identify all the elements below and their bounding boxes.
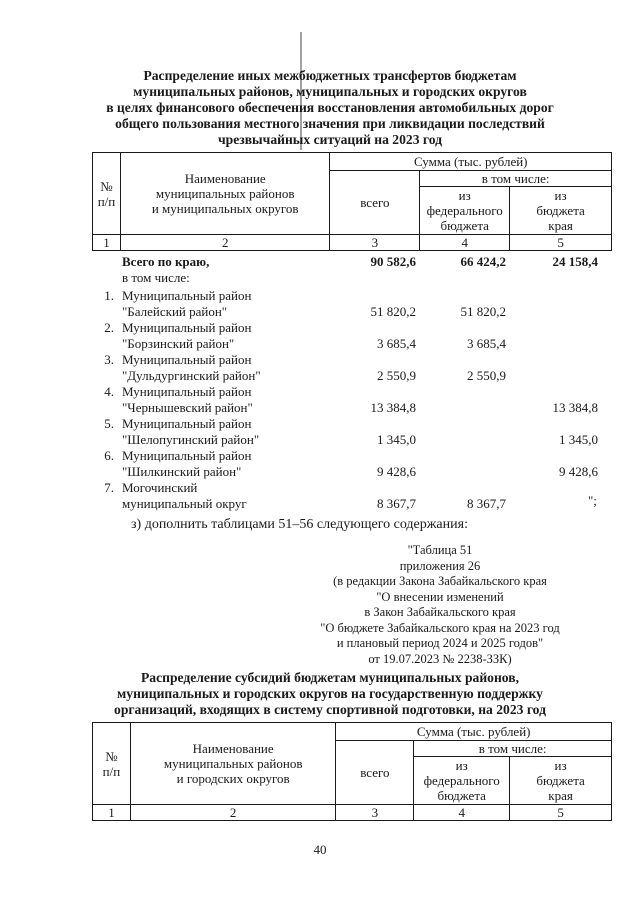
name-header: Наименование муниципальных районов и городских округов	[130, 723, 336, 805]
title-line: чрезвычайных ситуаций на 2023 год	[217, 132, 443, 147]
title-line: организаций, входящих в систему спортивной подготовки, на 2023 год	[114, 702, 546, 717]
sum-header: Сумма (тыс. рублей)	[336, 723, 612, 741]
closing-quote: ";	[588, 493, 597, 508]
document-page: Распределение иных межбюджетных трансфертов бюджетам муниципальных районов, муниципальных и городских округов в целях финансового обеспечения восстановления автомобильных дорог общего пользования местного значения при ликвидации последствий чрезвычайных ситуаций на 2023 год № п/п Наименование муниципальных районов и муниципальных округов Сумма (тыс. рублей) всего в том числе: из федерального бюджета из бюджета края 1 2 3 4 5 Всего по краю, в том числе: 90 582,6 66 424,2 24 158,4 1. Муниципальный район "Балейский район" 51 820,2 51 820,2 2. Муниципальный район "Борзинский район" 3 685,4 3 685,4 3. Муниципальный район "Дульдургинский район" 2 550,9 2 550,9 4. Муниципальный район "Чернышевский район" 13 384,8 13 384,8 5. Муниципальный район "Шелопугинский район" 1 345,0 1 345,0 6. Муниципальный район "Шилкинский район" 9 428,6 9 428,6 7. Могочинский муниципальный округ 8 367,7 8 367,7 "; з) дополнить таблицами 51–56 следующего содержания: "Таблица 51 приложения 26 (в редакции Закона Забайкальского края "О внесении изменений в Закон Забайкальского края "О бюджете Забайкальского края на 2023 год и плановый период 2024 и 2025 годов" от 19.07.2023 № 2238-ЗЗК) Распределение субсидий бюджетам муниципальных районов, муниципальных и городских округов на государственную поддержку организаций, входящих в систему спортивной подготовки, на 2023 год № п/п Наименование муниципальных районов и городских округов Сумма (тыс. рублей) всего в том числе: из федерального бюджета из бюджета края 1 2 3 4 5 40	[0, 0, 640, 901]
regional-header: из бюджета края	[510, 187, 612, 235]
column-number-row: 1 2 3 4 5	[93, 235, 612, 251]
instruction-text: з) дополнить таблицами 51–56 следующего содержания:	[131, 517, 468, 532]
table2-title	[60, 670, 600, 718]
title-line: Распределение иных межбюджетных трансфертов бюджетам	[143, 68, 517, 83]
federal-value: 66 424,2	[460, 254, 506, 269]
federal-header: из федерального бюджета	[420, 187, 510, 235]
regional-value: 24 158,4	[552, 254, 598, 269]
title-line: в целях финансового обеспечения восстановления автомобильных дорог	[106, 100, 554, 115]
num-header: № п/п	[93, 723, 131, 805]
total-header: всего	[330, 171, 420, 235]
total-header: всего	[336, 741, 414, 805]
title-line: муниципальных и городских округов на государственную поддержку	[117, 686, 543, 701]
title-line: муниципальных районов, муниципальных и городских округов	[133, 84, 527, 99]
table-note: "Таблица 51 приложения 26 (в редакции Закона Забайкальского края "О внесении изменений в Закон Забайкальского края "О бюджете Забайкальского края на 2023 год и плановый период 2024 и 2025 годов" от 19.07.2023 № 2238-ЗЗК)	[320, 543, 560, 666]
total-value: 90 582,6	[370, 254, 416, 269]
num-header: № п/п	[93, 153, 121, 235]
name-header: Наименование муниципальных районов и муниципальных округов	[120, 153, 330, 235]
including-header: в том числе:	[414, 741, 612, 757]
title-line: общего пользования местного значения при ликвидации последствий	[115, 116, 545, 131]
federal-header: из федерального бюджета	[414, 757, 510, 805]
sum-header: Сумма (тыс. рублей)	[330, 153, 612, 171]
page-number: 40	[313, 842, 327, 857]
table2-header	[92, 722, 612, 821]
title-line: Распределение субсидий бюджетам муниципальных районов,	[140, 670, 520, 685]
table1-title	[60, 68, 600, 148]
including-header: в том числе:	[420, 171, 612, 187]
column-number-row: 1 2 3 4 5	[93, 805, 612, 821]
regional-header: из бюджета края	[510, 757, 612, 805]
table1-header	[92, 152, 612, 251]
